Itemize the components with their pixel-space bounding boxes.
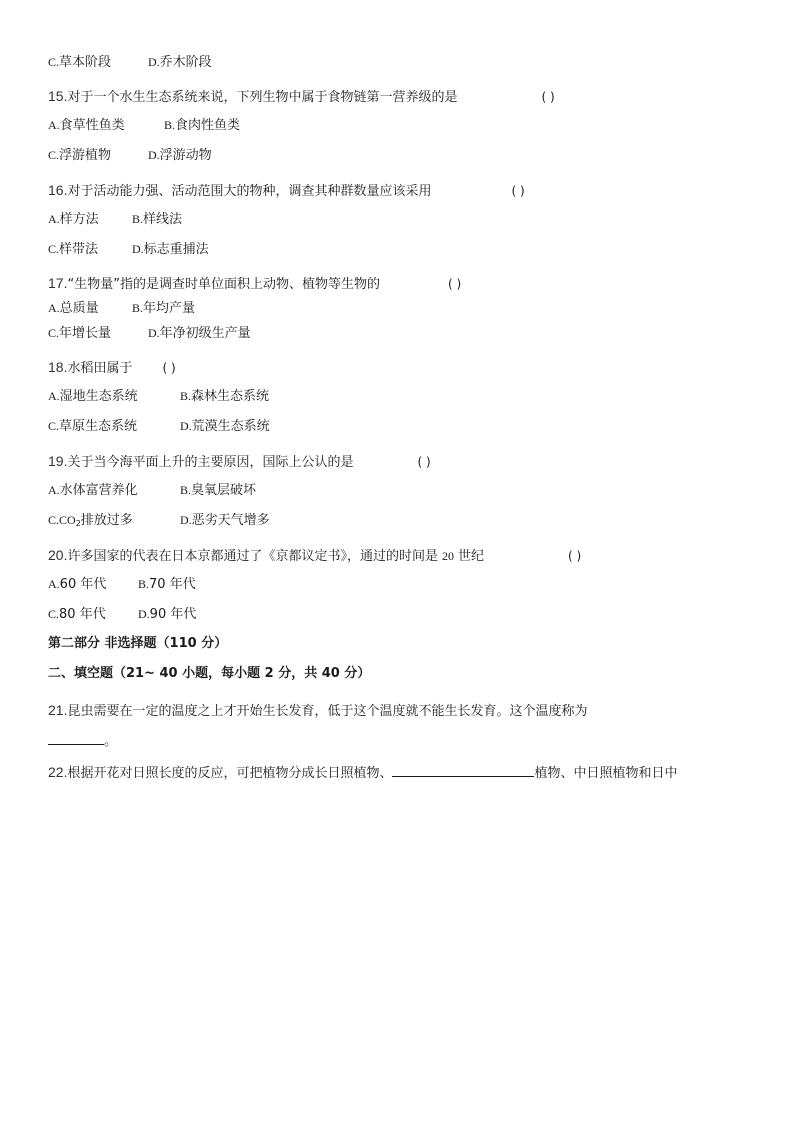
q18-option-c[interactable]: C.草原生态系统 bbox=[48, 419, 138, 434]
q19-stem: 19.关于当今海平面上升的主要原因，国际上公认的是 ( ) bbox=[48, 453, 431, 470]
q15-options-cd bbox=[48, 146, 212, 165]
q16-option-d[interactable]: D.标志重捕法 bbox=[132, 242, 209, 257]
q17-option-a[interactable]: A.总质量 bbox=[48, 301, 99, 316]
q15-option-c[interactable]: C.浮游植物 bbox=[48, 148, 112, 163]
q20-option-b[interactable]: B.70 年代 bbox=[138, 577, 196, 592]
q22-blank[interactable] bbox=[392, 762, 534, 777]
q20-options-cd bbox=[48, 605, 196, 624]
q17-answer-paren[interactable]: ( ) bbox=[447, 277, 462, 291]
q15-option-d[interactable]: D.浮游动物 bbox=[148, 148, 212, 163]
q17-option-d[interactable]: D.年净初级生产量 bbox=[148, 326, 251, 341]
q15-option-a[interactable]: A.食草性鱼类 bbox=[48, 118, 125, 133]
q16-answer-paren[interactable]: ( ) bbox=[511, 184, 525, 198]
q16-options-cd bbox=[48, 240, 209, 259]
q18-answer-paren[interactable]: ( ) bbox=[162, 361, 176, 375]
q14-option-c[interactable]: C.草本阶段 bbox=[48, 55, 112, 70]
q21-stem: 21.昆虫需要在一定的温度之上才开始生长发育，低于这个温度就不能生长发育。这个温度称为 bbox=[48, 702, 588, 719]
q15-stem: 15.对于一个水生生态系统来说，下列生物中属于食物链第一营养级的是 ( ) bbox=[48, 88, 555, 105]
q14-option-d[interactable]: D.乔木阶段 bbox=[148, 55, 212, 70]
q21-answer-line: 。 bbox=[48, 730, 117, 751]
q19-option-c[interactable]: $C.CO_2$排放过多 bbox=[48, 513, 133, 528]
q17-options-ab bbox=[48, 299, 195, 318]
q19-option-d[interactable]: D.恶劣天气增多 bbox=[180, 513, 270, 528]
q18-option-d[interactable]: D.荒漠生态系统 bbox=[180, 419, 270, 434]
q15-option-b[interactable]: B.食肉性鱼类 bbox=[164, 118, 241, 133]
q16-options-ab bbox=[48, 210, 182, 229]
q20-answer-paren[interactable]: ( ) bbox=[568, 549, 582, 563]
q15-answer-paren[interactable]: ( ) bbox=[541, 90, 555, 104]
q17-option-c[interactable]: C.年增长量 bbox=[48, 326, 112, 341]
q17-option-b[interactable]: B.年均产量 bbox=[132, 301, 196, 316]
part2-title: 第二部分 非选择题（110 分） bbox=[48, 636, 228, 651]
q17-stem: 17.“生物量”指的是调查时单位面积上动物、植物等生物的 ( ) bbox=[48, 275, 462, 292]
q18-options-ab bbox=[48, 387, 269, 406]
q19-options-cd bbox=[48, 511, 270, 533]
q20-option-c[interactable]: C.80 年代 bbox=[48, 607, 106, 622]
q19-option-b[interactable]: B.臭氧层破坏 bbox=[180, 483, 257, 498]
section2-title: 二、填空题（21~ 40 小题，每小题 2 分，共 40 分） bbox=[48, 666, 371, 681]
q16-option-c[interactable]: C.样带法 bbox=[48, 242, 99, 257]
q20-options-ab bbox=[48, 575, 196, 594]
q18-option-b[interactable]: B.森林生态系统 bbox=[180, 389, 270, 404]
q16-stem: 16.对于活动能力强、活动范围大的物种，调查其种群数量应该采用 ( ) bbox=[48, 182, 525, 199]
q18-stem: 18.水稻田属于 ( ) bbox=[48, 359, 176, 376]
q15-options-ab bbox=[48, 116, 240, 135]
q20-option-d[interactable]: D.90 年代 bbox=[138, 607, 197, 622]
q16-option-a[interactable]: A.样方法 bbox=[48, 212, 99, 227]
q20-option-a[interactable]: A.60 年代 bbox=[48, 577, 107, 592]
q18-option-a[interactable]: A.湿地生态系统 bbox=[48, 389, 138, 404]
q20-stem: 20.许多国家的代表在日本京都通过了《京都议定书》，通过的时间是 20 世纪 ( ) bbox=[48, 547, 582, 564]
q17-options-cd bbox=[48, 324, 251, 343]
q19-answer-paren[interactable]: ( ) bbox=[417, 455, 431, 469]
q18-options-cd bbox=[48, 417, 270, 436]
q16-option-b[interactable]: B.样线法 bbox=[132, 212, 183, 227]
q14-options-cd bbox=[48, 53, 212, 72]
q19-option-a[interactable]: A.水体富营养化 bbox=[48, 483, 138, 498]
q19-options-ab bbox=[48, 481, 256, 500]
q21-blank[interactable] bbox=[48, 730, 104, 745]
q22-stem: 22.根据开花对日照长度的反应，可把植物分成长日照植物、 植物、中日照植物和日中 bbox=[48, 764, 678, 781]
